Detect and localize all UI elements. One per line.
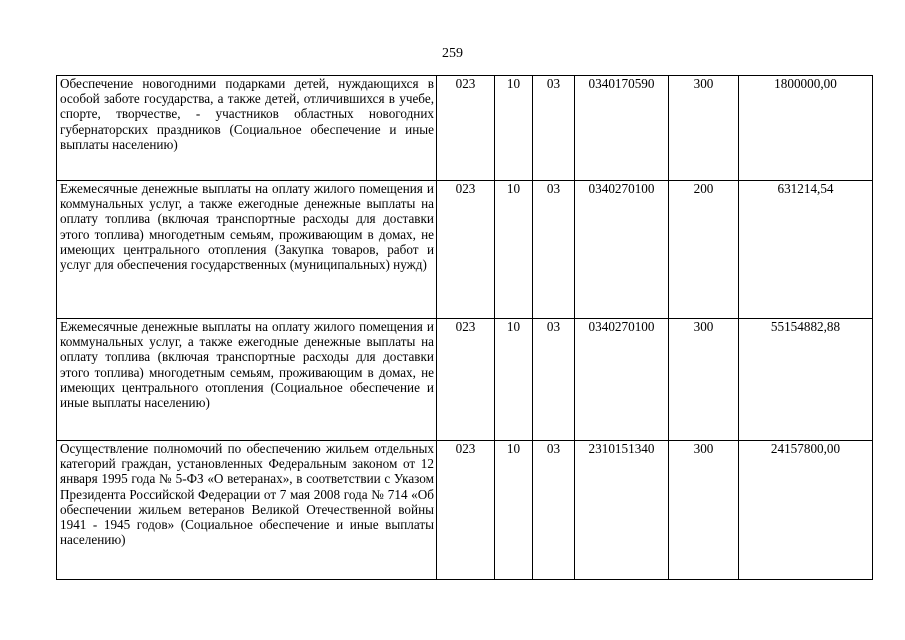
row-description: Осуществление полномочий по обеспечению жильем отдельных категорий граждан, установленных Федеральным законом от 12 января 1995 года № 5-ФЗ «О ветеранах», в соответствии с Указом Президента Российской Федерации от 7 мая 2008 года № 714 «Об обеспечении жильем ветеранов Великой Отечественной войны 1941 - 1945 годов» (Социальное обеспечение и иные выплаты населению): [57, 441, 437, 580]
expense-type-code: 200: [669, 181, 739, 319]
amount-value: 55154882,88: [739, 319, 873, 441]
target-item-code: 0340270100: [575, 181, 669, 319]
table-row: [57, 319, 873, 441]
row-description: Ежемесячные денежные выплаты на оплату жилого помещения и коммунальных услуг, а также ежегодные денежные выплаты на оплату топлива (включая транспортные расходы для доставки этого топлива) многодетным семьям, проживающим в домах, не имеющих центрального отопления (Социальное обеспечение и иные выплаты населению): [57, 319, 437, 441]
department-code: 023: [437, 441, 495, 580]
subsection-code: 03: [533, 441, 575, 580]
table-row: [57, 181, 873, 319]
expense-type-code: 300: [669, 76, 739, 181]
budget-table: [56, 75, 873, 580]
section-code: 10: [495, 319, 533, 441]
target-item-code: 0340270100: [575, 319, 669, 441]
section-code: 10: [495, 76, 533, 181]
section-code: 10: [495, 441, 533, 580]
amount-value: 1800000,00: [739, 76, 873, 181]
expense-type-code: 300: [669, 441, 739, 580]
amount-value: 24157800,00: [739, 441, 873, 580]
department-code: 023: [437, 181, 495, 319]
department-code: 023: [437, 319, 495, 441]
expense-type-code: 300: [669, 319, 739, 441]
subsection-code: 03: [533, 181, 575, 319]
table-row: [57, 441, 873, 580]
section-code: 10: [495, 181, 533, 319]
row-description: Обеспечение новогодними подарками детей, нуждающихся в особой заботе государства, а также детей, отличившихся в учебе, спорте, творчестве, - участников областных новогодних губернаторских праздников (Социальное обеспечение и иные выплаты населению): [57, 76, 437, 181]
subsection-code: 03: [533, 319, 575, 441]
target-item-code: 2310151340: [575, 441, 669, 580]
target-item-code: 0340170590: [575, 76, 669, 181]
table-row: [57, 76, 873, 181]
department-code: 023: [437, 76, 495, 181]
row-description: Ежемесячные денежные выплаты на оплату жилого помещения и коммунальных услуг, а также ежегодные денежные выплаты на оплату топлива (включая транспортные расходы для доставки этого топлива) многодетным семьям, проживающим в домах, не имеющих центрального отопления (Закупка товаров, работ и услуг для обеспечения государственных (муниципальных) нужд): [57, 181, 437, 319]
subsection-code: 03: [533, 76, 575, 181]
page-number: 259: [442, 46, 463, 61]
amount-value: 631214,54: [739, 181, 873, 319]
